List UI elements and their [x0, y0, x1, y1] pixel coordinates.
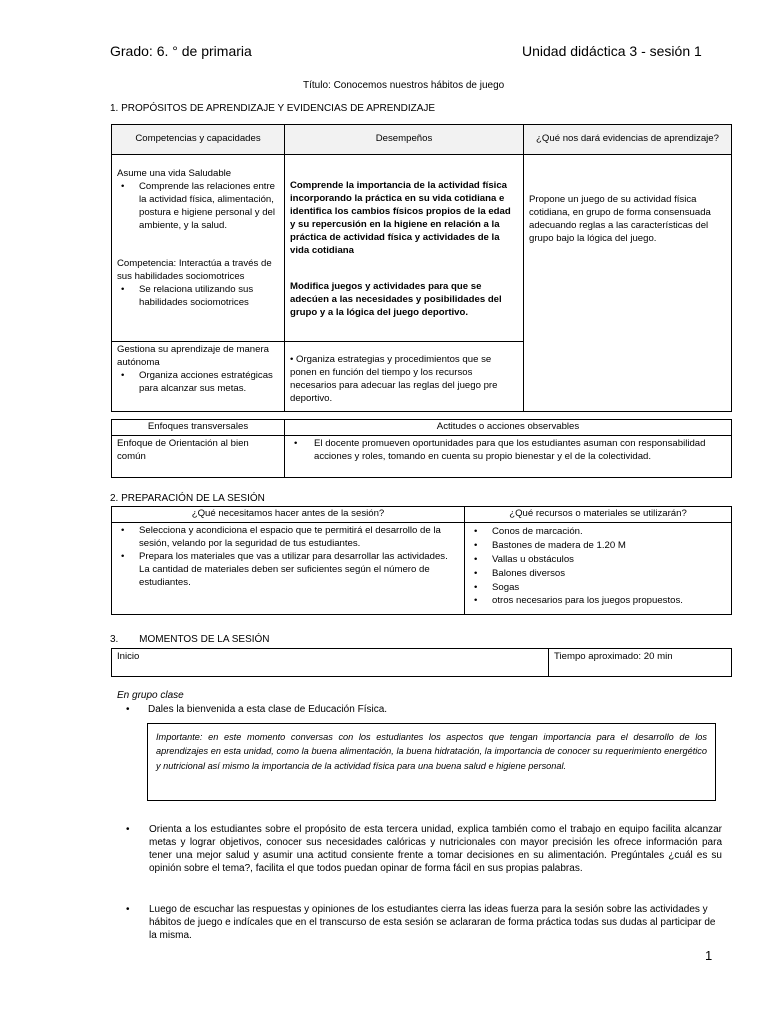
preparation-table	[111, 506, 732, 615]
actitudes-header: Actitudes o acciones observables	[285, 420, 732, 436]
bullet-icon: •	[126, 704, 130, 715]
inicio-cell: Inicio	[112, 649, 549, 677]
col-header-desempenos: Desempeños	[285, 125, 524, 155]
para1-block	[122, 823, 722, 875]
desemp3: • Organiza estrategias y procedimientos que se ponen en función del tiempo y los recursos necesarios para adecuar las reglas del juego pre deportivo.	[290, 354, 498, 404]
section1-heading: 1. PROPÓSITOS DE APRENDIZAJE Y EVIDENCIAS DE APRENDIZAJE	[110, 103, 436, 114]
title-label: Título:	[303, 80, 331, 91]
desemp2: Modifica juegos y actividades para que se adecúen a las necesidades y posibilidades del grupo y a la lógica del juego deportivo.	[290, 280, 502, 318]
desemp1: Comprende la importancia de la actividad física incorporando la práctica en su vida cotidiana e identifica los cambios físicos propios de la edad y su repercusión en la higiene en relación a la práctica de actividad física y actividades de la vida cotidiana	[290, 180, 511, 256]
desemp3-cell	[285, 342, 524, 412]
grade-value: 6. ° de primaria	[156, 43, 252, 59]
purposes-table	[111, 124, 732, 412]
comp1-title: Asume una vida Saludable	[117, 168, 232, 179]
para2-text: Luego de escuchar las respuestas y opiniones de los estudiantes cierra las ideas fuerza para la sesión sobre las actividades y hábitos de juego e indícales que en el transcurso de esta sesión se aclararan de forma práctica todas sus dudas al participar de la misma.	[149, 904, 716, 941]
resource-item: • Vallas u obstáculos	[470, 553, 726, 567]
actitud-item: • El docente promueven oportunidades para que los estudiantes asuman con responsabilidad acciones y roles, tomando en cuenta su propio bienestar y el de la colectividad.	[290, 438, 726, 464]
grade-label: Grado:	[110, 43, 153, 59]
col-header-before: ¿Qué necesitamos hacer antes de la sesión?	[112, 507, 465, 523]
para2-block	[122, 903, 722, 942]
resources-cell	[465, 522, 732, 614]
enfoques-table	[111, 419, 732, 478]
before-cell	[112, 522, 465, 614]
para1-text: Orienta a los estudiantes sobre el propósito de esta tercera unidad, explica también como el trabajo en equipo facilita alcanzar metas y lograr objetivos, conocer sus necesidades calóricas y nutricionales con mayor precisión les ofrece información para tener una mejor salud y asumir una actitud consiente frente a tomar decisiones en su alimentación. Pregúntales ¿cuál es su opinión sobre el tema?, facilita el que todos puedan opinar de forma fácil en sus propias palabras.	[149, 824, 722, 874]
resource-item: • Balones diversos	[470, 567, 726, 581]
title-value: Conocemos nuestros hábitos de juego	[333, 80, 505, 91]
before-item: • Selecciona y acondiciona el espacio que te permitirá el desarrollo de la sesión, velando por la seguridad de tus estudiantes.	[117, 525, 459, 551]
competencias-cell	[112, 155, 285, 342]
resource-item: • Bastones de madera de 1.20 M	[470, 539, 726, 553]
before-item: • Prepara los materiales que vas a utilizar para desarrollar las actividades. La cantidad de materiales deben ser suficientes según el número de estudiantes.	[117, 551, 459, 590]
bullet-icon: •	[126, 824, 130, 835]
actitud-cell	[285, 436, 732, 478]
unit-text: Unidad didáctica 3 -	[522, 43, 646, 59]
tiempo-cell: Tiempo aproximado: 20 min	[549, 649, 732, 677]
comp3-item: • Organiza acciones estratégicas para alcanzar sus metas.	[117, 370, 279, 396]
section3-heading-line	[110, 633, 270, 646]
welcome-text: Dales la bienvenida a esta clase de Educación Física.	[148, 704, 388, 715]
enfoques-header: Enfoques transversales	[112, 420, 285, 436]
grade-line	[110, 42, 252, 60]
comp3-title: Gestiona su aprendizaje de manera autónoma	[117, 344, 269, 368]
moments-table	[111, 648, 732, 677]
bullet-icon: •	[126, 904, 130, 915]
resource-item: • Conos de marcación.	[470, 525, 726, 539]
comp1-item: • Comprende las relaciones entre la actividad física, alimentación, postura e higiene personal y del ambiente, y la salud.	[117, 181, 279, 233]
unit-line	[522, 42, 702, 60]
section3-heading: MOMENTOS DE LA SESIÓN	[139, 634, 270, 645]
welcome-line	[122, 703, 387, 716]
title-line	[303, 79, 504, 92]
resource-item: • Sogas	[470, 581, 726, 595]
group-label: En grupo clase	[117, 690, 184, 701]
page-number: 1	[705, 948, 713, 963]
enfoque-cell: Enfoque de Orientación al bien común	[112, 436, 285, 478]
col-header-resources: ¿Qué recursos o materiales se utilizarán?	[465, 507, 732, 523]
evidence-cell	[524, 155, 732, 412]
section2-heading: 2. PREPARACIÓN DE LA SESIÓN	[110, 493, 265, 504]
section3-number: 3.	[110, 634, 119, 645]
comp2-item: • Se relaciona utilizando sus habilidades sociomotrices	[117, 284, 279, 310]
important-box: Importante: en este momento conversas con los estudiantes los aspectos que tengan importancia para el desarrollo de los aprendizajes en esta unidad, como la buena alimentación, la buena hidratación, la importancia de conocer su requerimiento energético y nutricional así mismo la importancia de la actividad física para una buena salud e higiene personal.	[147, 723, 716, 801]
resource-item: • otros necesarios para los juegos propuestos.	[470, 594, 726, 608]
evidence-text: Propone un juego de su actividad física cotidiana, en grupo de forma consensuada adecuando reglas a las características del grupo bajo la lógica del juego.	[529, 194, 711, 244]
desempenos-cell	[285, 155, 524, 342]
col-header-competencias: Competencias y capacidades	[112, 125, 285, 155]
comp3-cell	[112, 342, 285, 412]
session-text: sesión 1	[649, 43, 702, 59]
col-header-evidencias: ¿Qué nos dará evidencias de aprendizaje?	[524, 125, 732, 155]
comp2-title: Competencia: Interactúa a través de sus habilidades sociomotrices	[117, 257, 272, 282]
